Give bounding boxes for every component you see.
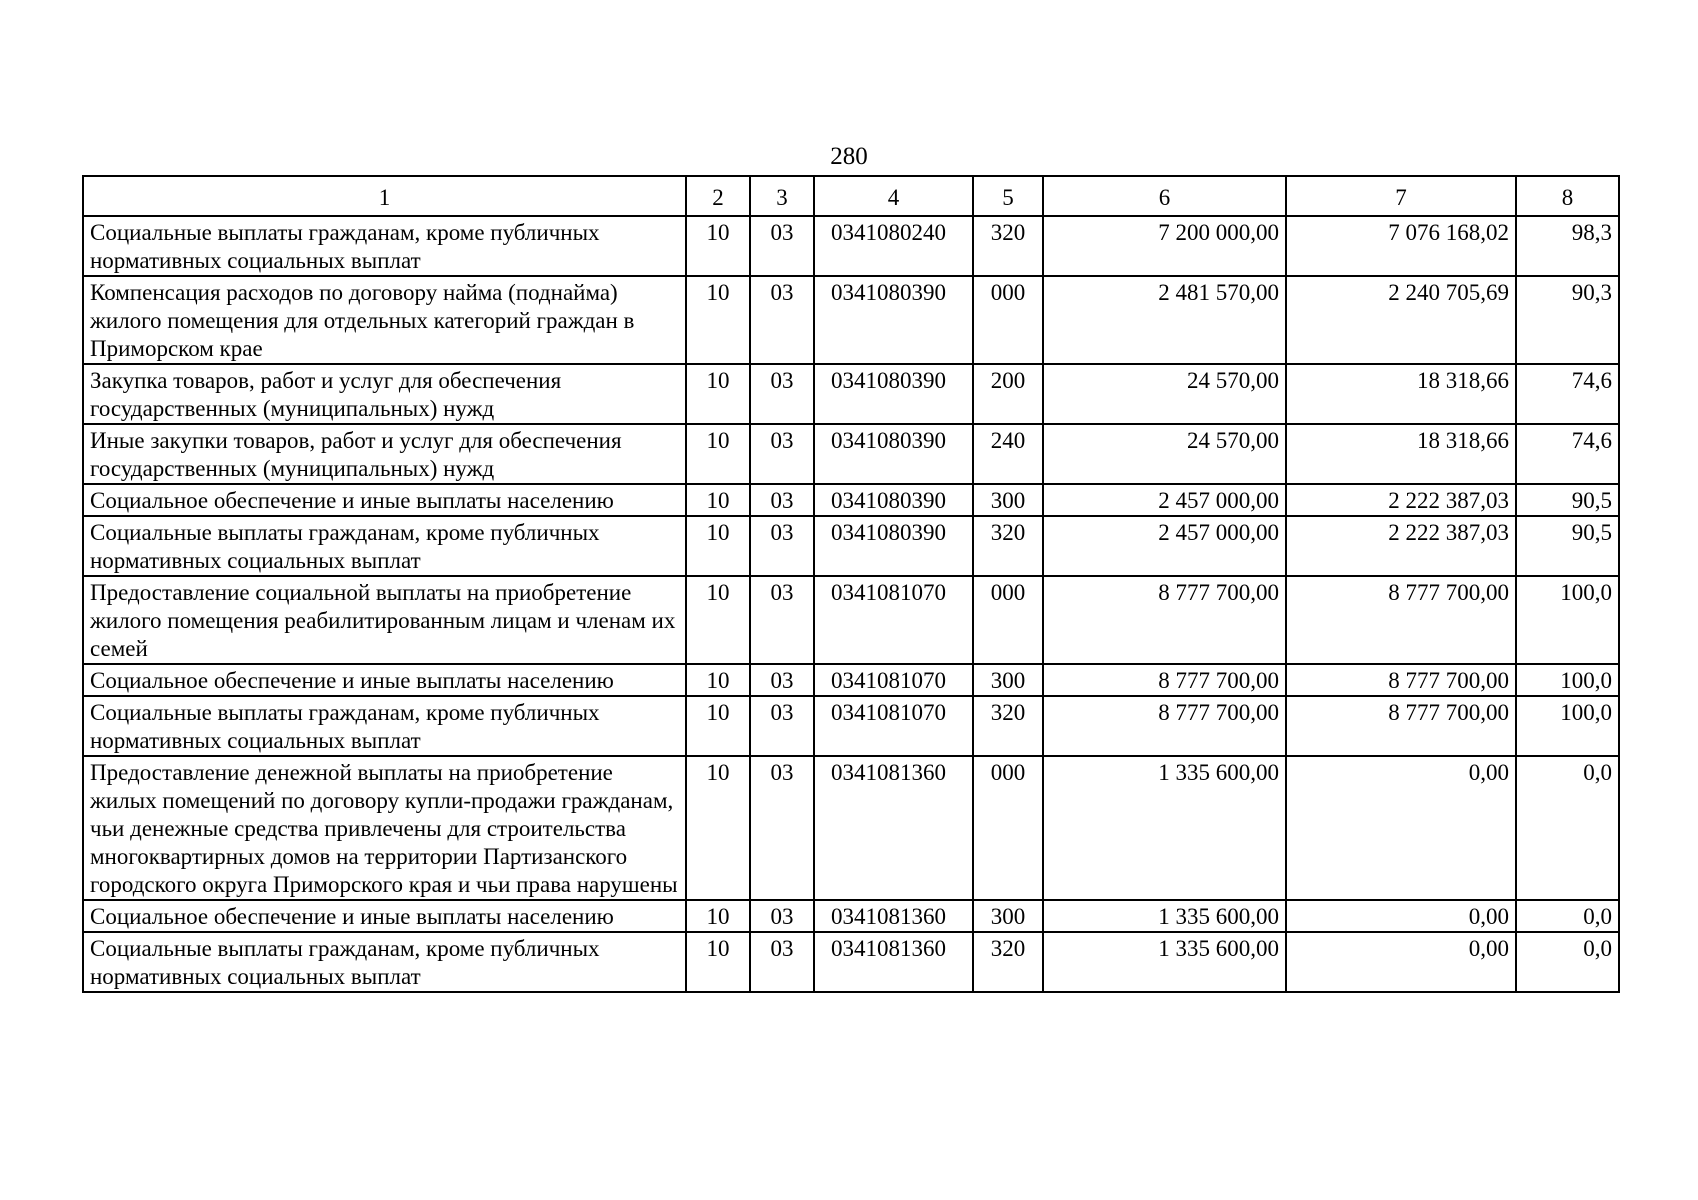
expense-type-cell: 200 (973, 364, 1043, 424)
table-row (83, 576, 1619, 664)
section-code-cell: 10 (686, 484, 750, 516)
subsection-code-cell: 03 (750, 576, 814, 664)
section-code-cell: 10 (686, 516, 750, 576)
expense-name-cell: Социальное обеспечение и иные выплаты населению (83, 664, 686, 696)
target-article-cell: 0341081070 (814, 696, 973, 756)
actual-amount-cell: 2 240 705,69 (1286, 276, 1516, 364)
subsection-code-cell: 03 (750, 276, 814, 364)
actual-amount-cell: 18 318,66 (1286, 424, 1516, 484)
section-code-cell: 10 (686, 664, 750, 696)
planned-amount-cell: 24 570,00 (1043, 364, 1286, 424)
target-article-cell: 0341080240 (814, 216, 973, 276)
actual-amount-cell: 0,00 (1286, 900, 1516, 932)
actual-amount-cell: 8 777 700,00 (1286, 696, 1516, 756)
expense-type-cell: 320 (973, 696, 1043, 756)
subsection-code-cell: 03 (750, 932, 814, 992)
expense-name-cell: Закупка товаров, работ и услуг для обеспечения государственных (муниципальных) нужд (83, 364, 686, 424)
percent-cell: 98,3 (1516, 216, 1619, 276)
planned-amount-cell: 8 777 700,00 (1043, 576, 1286, 664)
subsection-code-cell: 03 (750, 516, 814, 576)
subsection-code-cell: 03 (750, 696, 814, 756)
section-code-cell: 10 (686, 900, 750, 932)
percent-cell: 0,0 (1516, 932, 1619, 992)
actual-amount-cell: 2 222 387,03 (1286, 516, 1516, 576)
percent-cell: 90,5 (1516, 516, 1619, 576)
header-cell: 7 (1286, 176, 1516, 216)
section-code-cell: 10 (686, 576, 750, 664)
subsection-code-cell: 03 (750, 484, 814, 516)
actual-amount-cell: 18 318,66 (1286, 364, 1516, 424)
subsection-code-cell: 03 (750, 664, 814, 696)
target-article-cell: 0341081070 (814, 576, 973, 664)
table-row (83, 756, 1619, 900)
percent-cell: 0,0 (1516, 900, 1619, 932)
percent-cell: 74,6 (1516, 364, 1619, 424)
target-article-cell: 0341080390 (814, 484, 973, 516)
subsection-code-cell: 03 (750, 900, 814, 932)
target-article-cell: 0341081360 (814, 932, 973, 992)
target-article-cell: 0341081360 (814, 900, 973, 932)
table-row (83, 516, 1619, 576)
expense-name-cell: Предоставление денежной выплаты на приобретение жилых помещений по договору купли-продажи гражданам, чьи денежные средства привлечены для строительства многоквартирных домов на территории Партизанского городского округа Приморского края и чьи права нарушены (83, 756, 686, 900)
header-cell: 2 (686, 176, 750, 216)
planned-amount-cell: 8 777 700,00 (1043, 664, 1286, 696)
expense-name-cell: Иные закупки товаров, работ и услуг для обеспечения государственных (муниципальных) нужд (83, 424, 686, 484)
table-header (83, 176, 1619, 216)
section-code-cell: 10 (686, 216, 750, 276)
actual-amount-cell: 0,00 (1286, 756, 1516, 900)
expense-type-cell: 300 (973, 484, 1043, 516)
percent-cell: 90,5 (1516, 484, 1619, 516)
header-cell: 1 (83, 176, 686, 216)
header-cell: 5 (973, 176, 1043, 216)
percent-cell: 100,0 (1516, 576, 1619, 664)
expense-name-cell: Социальные выплаты гражданам, кроме публичных нормативных социальных выплат (83, 932, 686, 992)
actual-amount-cell: 2 222 387,03 (1286, 484, 1516, 516)
planned-amount-cell: 24 570,00 (1043, 424, 1286, 484)
percent-cell: 100,0 (1516, 696, 1619, 756)
expense-type-cell: 000 (973, 576, 1043, 664)
header-cell: 8 (1516, 176, 1619, 216)
table-row (83, 900, 1619, 932)
planned-amount-cell: 8 777 700,00 (1043, 696, 1286, 756)
header-row (83, 176, 1619, 216)
expense-type-cell: 300 (973, 664, 1043, 696)
expense-name-cell: Предоставление социальной выплаты на приобретение жилого помещения реабилитированным лицам и членам их семей (83, 576, 686, 664)
percent-cell: 74,6 (1516, 424, 1619, 484)
section-code-cell: 10 (686, 756, 750, 900)
expense-type-cell: 320 (973, 932, 1043, 992)
subsection-code-cell: 03 (750, 216, 814, 276)
expense-type-cell: 240 (973, 424, 1043, 484)
section-code-cell: 10 (686, 696, 750, 756)
section-code-cell: 10 (686, 276, 750, 364)
table-row (83, 216, 1619, 276)
actual-amount-cell: 8 777 700,00 (1286, 576, 1516, 664)
section-code-cell: 10 (686, 364, 750, 424)
target-article-cell: 0341080390 (814, 276, 973, 364)
page-number: 280 (830, 143, 868, 170)
percent-cell: 90,3 (1516, 276, 1619, 364)
header-cell: 6 (1043, 176, 1286, 216)
budget-table (82, 175, 1620, 993)
expense-type-cell: 320 (973, 216, 1043, 276)
percent-cell: 100,0 (1516, 664, 1619, 696)
actual-amount-cell: 0,00 (1286, 932, 1516, 992)
planned-amount-cell: 2 481 570,00 (1043, 276, 1286, 364)
expense-name-cell: Социальные выплаты гражданам, кроме публичных нормативных социальных выплат (83, 216, 686, 276)
section-code-cell: 10 (686, 932, 750, 992)
actual-amount-cell: 7 076 168,02 (1286, 216, 1516, 276)
subsection-code-cell: 03 (750, 424, 814, 484)
table-row (83, 484, 1619, 516)
table-row (83, 932, 1619, 992)
table-row (83, 664, 1619, 696)
expense-name-cell: Социальные выплаты гражданам, кроме публичных нормативных социальных выплат (83, 516, 686, 576)
section-code-cell: 10 (686, 424, 750, 484)
table-row (83, 364, 1619, 424)
target-article-cell: 0341080390 (814, 516, 973, 576)
actual-amount-cell: 8 777 700,00 (1286, 664, 1516, 696)
table-row (83, 696, 1619, 756)
expense-type-cell: 000 (973, 276, 1043, 364)
table-body (83, 216, 1619, 992)
planned-amount-cell: 1 335 600,00 (1043, 900, 1286, 932)
expense-name-cell: Социальные выплаты гражданам, кроме публичных нормативных социальных выплат (83, 696, 686, 756)
planned-amount-cell: 1 335 600,00 (1043, 756, 1286, 900)
percent-cell: 0,0 (1516, 756, 1619, 900)
planned-amount-cell: 2 457 000,00 (1043, 516, 1286, 576)
header-cell: 4 (814, 176, 973, 216)
expense-type-cell: 000 (973, 756, 1043, 900)
planned-amount-cell: 1 335 600,00 (1043, 932, 1286, 992)
target-article-cell: 0341081070 (814, 664, 973, 696)
header-cell: 3 (750, 176, 814, 216)
planned-amount-cell: 7 200 000,00 (1043, 216, 1286, 276)
table-row (83, 424, 1619, 484)
subsection-code-cell: 03 (750, 364, 814, 424)
expense-name-cell: Социальное обеспечение и иные выплаты населению (83, 900, 686, 932)
table-row (83, 276, 1619, 364)
target-article-cell: 0341081360 (814, 756, 973, 900)
subsection-code-cell: 03 (750, 756, 814, 900)
expense-type-cell: 320 (973, 516, 1043, 576)
target-article-cell: 0341080390 (814, 364, 973, 424)
expense-type-cell: 300 (973, 900, 1043, 932)
planned-amount-cell: 2 457 000,00 (1043, 484, 1286, 516)
target-article-cell: 0341080390 (814, 424, 973, 484)
expense-name-cell: Компенсация расходов по договору найма (поднайма) жилого помещения для отдельных категорий граждан в Приморском крае (83, 276, 686, 364)
expense-name-cell: Социальное обеспечение и иные выплаты населению (83, 484, 686, 516)
